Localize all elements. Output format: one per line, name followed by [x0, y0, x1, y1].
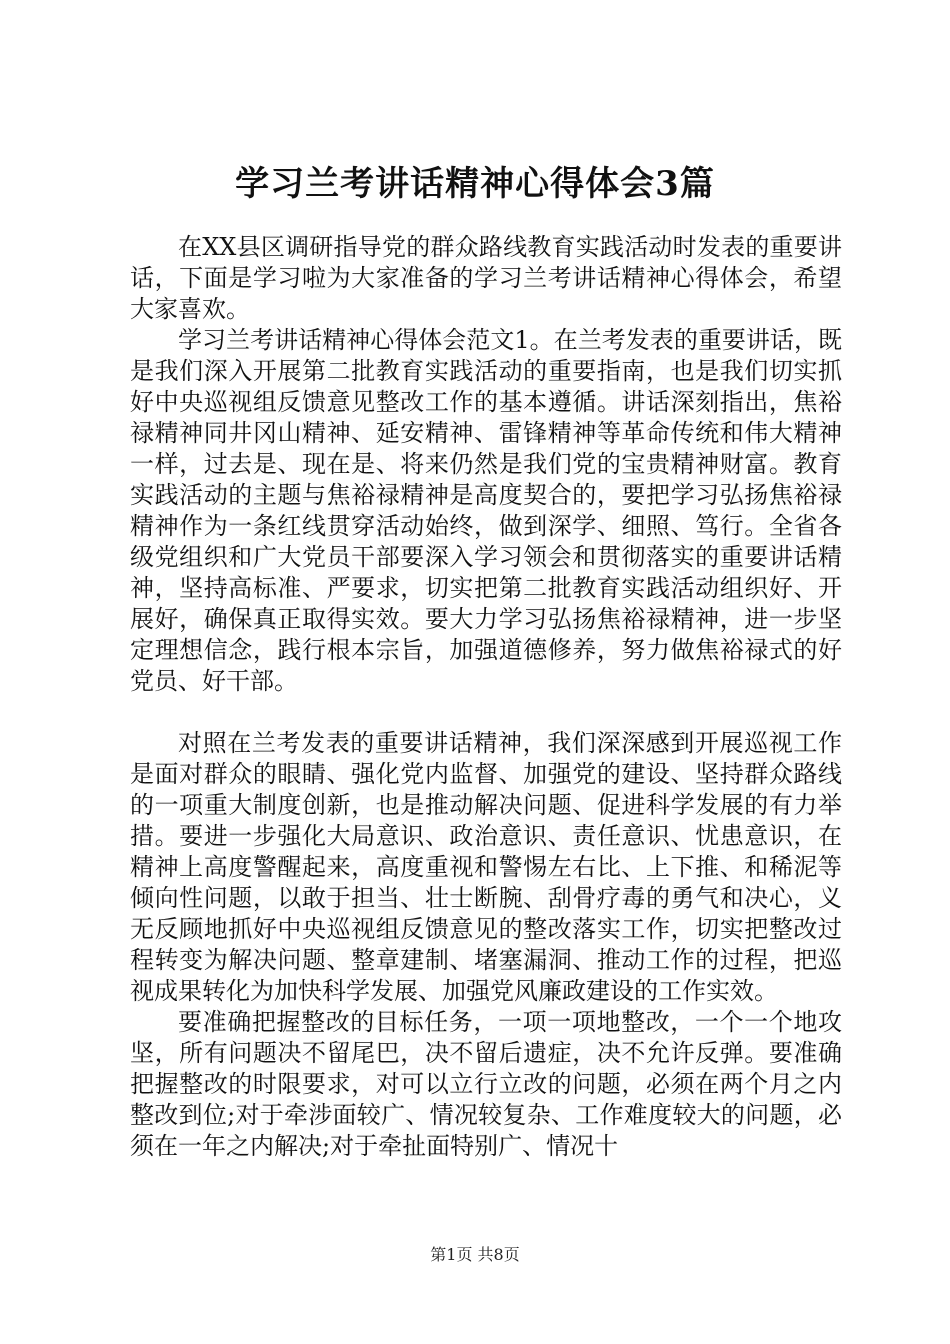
paragraph-intro: 在XX县区调研指导党的群众路线教育实践活动时发表的重要讲话，下面是学习啦为大家准备的学习兰考讲话精神心得体会，希望大家喜欢。: [130, 233, 842, 323]
document-body: [130, 232, 842, 1162]
page-footer: 第1页 共8页: [430, 1245, 520, 1264]
document-title: 学习兰考讲话精神心得体会3篇: [235, 164, 715, 204]
paragraph-rectification: 要准确把握整改的目标任务，一项一项地整改，一个一个地攻坚，所有问题决不留尾巴，决不留后遗症，决不允许反弹。要准确把握整改的时限要求，对可以立行立改的问题，必须在两个月之内整改到位;对于牵涉面较广、情况较复杂、工作难度较大的问题，必须在一年之内解决;对于牵扯面特别广、情况十: [130, 1008, 842, 1160]
paragraph-inspection: 对照在兰考发表的重要讲话精神，我们深深感到开展巡视工作是面对群众的眼睛、强化党内监督、加强党的建设、坚持群众路线的一项重大制度创新，也是推动解决问题、促进科学发展的有力举措。要进一步强化大局意识、政治意识、责任意识、忧患意识，在精神上高度警醒起来，高度重视和警惕左右比、上下推、和稀泥等倾向性问题，以敢于担当、壮士断腕、刮骨疗毒的勇气和决心，义无反顾地抓好中央巡视组反馈意见的整改落实工作，切实把整改过程转变为解决问题、整章建制、堵塞漏洞、推动工作的过程，把巡视成果转化为加快科学发展、加强党风廉政建设的工作实效。: [130, 729, 842, 1005]
paragraph-sample-1: 学习兰考讲话精神心得体会范文1。在兰考发表的重要讲话，既是我们深入开展第二批教育实践活动的重要指南，也是我们切实抓好中央巡视组反馈意见整改工作的基本遵循。讲话深刻指出，焦裕禄精神同井冈山精神、延安精神、雷锋精神等革命传统和伟大精神一样，过去是、现在是、将来仍然是我们党的宝贵精神财富。教育实践活动的主题与焦裕禄精神是高度契合的，要把学习弘扬焦裕禄精神作为一条红线贯穿活动始终，做到深学、细照、笃行。全省各级党组织和广大党员干部要深入学习领会和贯彻落实的重要讲话精神，坚持高标准、严要求，切实把第二批教育实践活动组织好、开展好，确保真正取得实效。要大力学习弘扬焦裕禄精神，进一步坚定理想信念，践行根本宗旨，加强道德修养，努力做焦裕禄式的好党员、好干部。: [130, 326, 842, 695]
